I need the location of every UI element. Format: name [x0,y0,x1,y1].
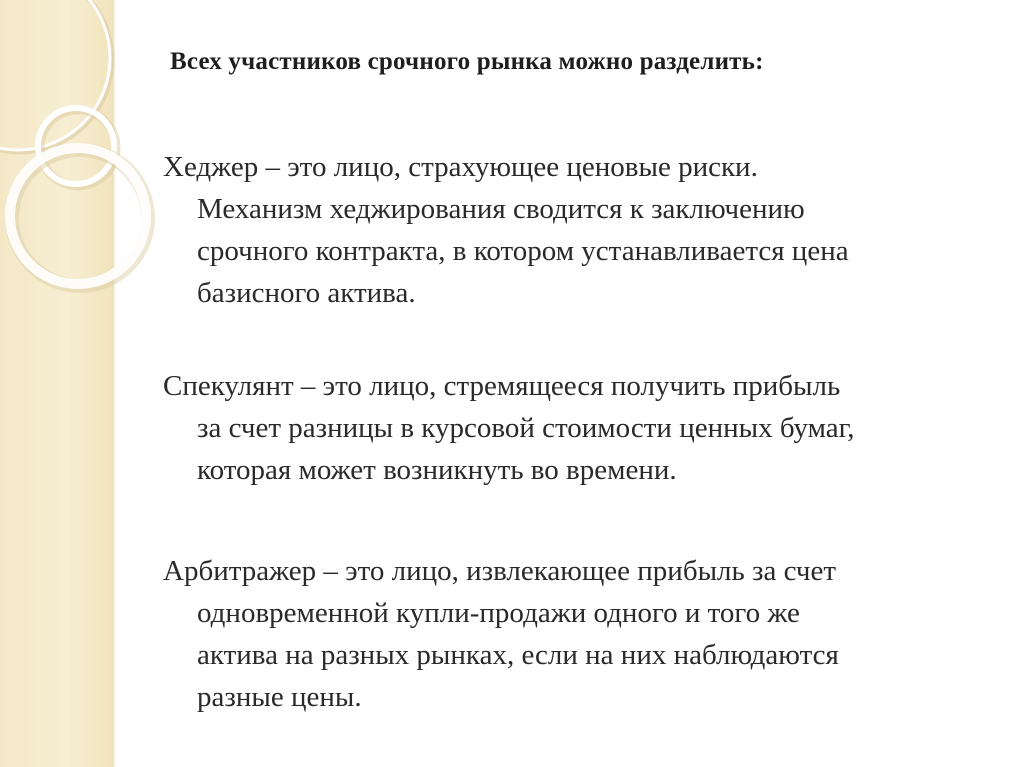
paragraph-line: которая может возникнуть во времени. [197,454,677,486]
paragraph-hedger [163,146,983,314]
paragraph-line: актива на разных рынках, если на них наблюдаются [197,639,839,671]
paragraph-line: одновременной купли-продажи одного и того же [197,597,800,629]
paragraph-line: Спекулянт – это лицо, стремящееся получить прибыль [163,370,841,402]
paragraph-line: Механизм хеджирования сводится к заключению [197,193,805,225]
slide-title: Всех участников срочного рынка можно разделить: [170,48,764,75]
paragraph-arbitrageur [163,550,983,718]
paragraph-line: срочного контракта, в котором устанавливается цена [197,235,849,267]
paragraph-line: Арбитражер – это лицо, извлекающее прибыль за счет [163,555,837,587]
ring-icon [0,0,112,152]
paragraph-line: за счет разницы в курсовой стоимости ценных бумаг, [197,412,855,444]
paragraph-speculator [163,365,983,491]
ring-icon [10,148,148,286]
paragraph-line: базисного актива. [197,277,416,309]
paragraph-line: Хеджер – это лицо, страхующее ценовые риски. [163,151,758,183]
paragraph-line: разные цены. [197,681,362,713]
